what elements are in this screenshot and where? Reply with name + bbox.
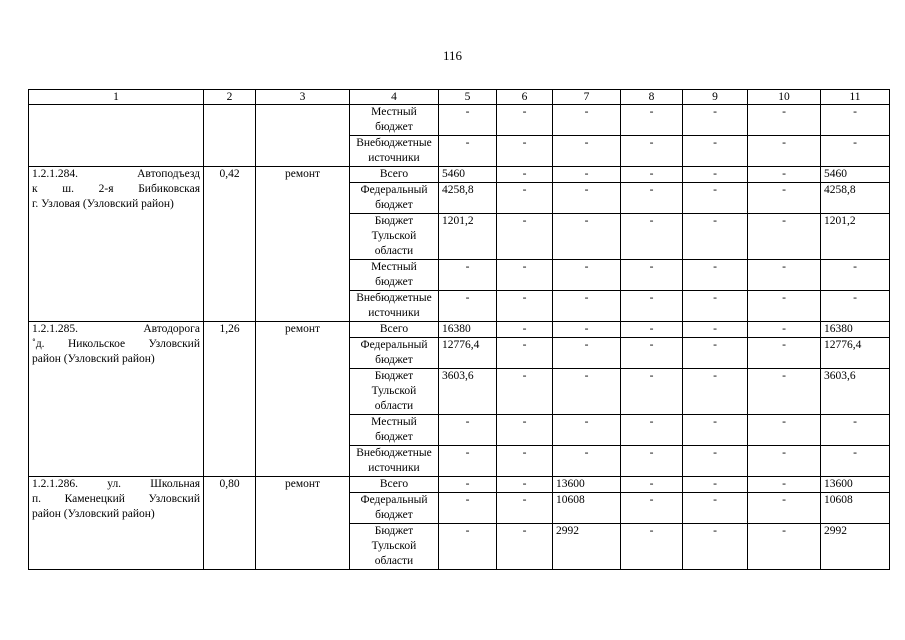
value-col-5: 1201,2 [439, 214, 497, 260]
object-name-line: г. Узловая (Узловский район) [32, 198, 174, 210]
source-regional: Бюджет Тульской области [350, 214, 439, 260]
dash: - [748, 446, 821, 477]
value-col-11: 13600 [821, 477, 890, 493]
object-name [29, 322, 204, 477]
dash: - [621, 291, 683, 322]
dash: - [821, 291, 890, 322]
dash: - [553, 369, 621, 415]
dash: - [748, 338, 821, 369]
dash: - [621, 446, 683, 477]
page-number: 116 [442, 48, 463, 63]
dash: - [439, 105, 497, 136]
dash: - [497, 291, 553, 322]
dash: - [439, 524, 497, 570]
dash: - [553, 214, 621, 260]
dash: - [553, 136, 621, 167]
object-name-line: 1.2.1.284. Автоподъезд [32, 168, 200, 180]
dash: - [497, 477, 553, 493]
object-name [29, 477, 204, 570]
dash: - [748, 183, 821, 214]
object-length: 0,80 [204, 477, 256, 570]
dash: - [553, 338, 621, 369]
length-cell-empty [204, 105, 256, 167]
dash: - [683, 214, 748, 260]
object-work-type: ремонт [256, 167, 350, 322]
dash: - [748, 291, 821, 322]
value-col-5: 4258,8 [439, 183, 497, 214]
value-col-5: 5460 [439, 167, 497, 183]
dash: - [553, 415, 621, 446]
dash: - [683, 183, 748, 214]
dash: - [553, 291, 621, 322]
source-local: Местный бюджет [350, 105, 439, 136]
dash: - [439, 493, 497, 524]
source-extra: Внебюджетные источники [350, 291, 439, 322]
dash: - [497, 105, 553, 136]
dash: - [683, 167, 748, 183]
table-row [29, 477, 890, 493]
dash: - [621, 260, 683, 291]
dash: - [621, 183, 683, 214]
dash: - [553, 446, 621, 477]
dash: - [621, 493, 683, 524]
header-col-9: 9 [683, 90, 748, 105]
header-col-5: 5 [439, 90, 497, 105]
object-name-line: ˚д. Никольское Узловский [32, 338, 200, 350]
dash: - [748, 167, 821, 183]
table-row [29, 105, 890, 136]
object-name-line: район (Узловский район) [32, 353, 155, 365]
value-col-11: 12776,4 [821, 338, 890, 369]
object-name-line: 1.2.1.286. ул. Школьная [32, 478, 200, 490]
dash: - [683, 369, 748, 415]
value-col-5: 16380 [439, 322, 497, 338]
dash: - [821, 105, 890, 136]
dash: - [621, 322, 683, 338]
dash: - [553, 183, 621, 214]
dash: - [683, 493, 748, 524]
dash: - [497, 415, 553, 446]
object-name [29, 167, 204, 322]
work-cell-empty [256, 105, 350, 167]
value-col-11: 5460 [821, 167, 890, 183]
dash: - [748, 477, 821, 493]
dash: - [497, 446, 553, 477]
source-local: Местный бюджет [350, 415, 439, 446]
dash: - [748, 260, 821, 291]
dash: - [683, 260, 748, 291]
dash: - [497, 322, 553, 338]
dash: - [621, 105, 683, 136]
dash: - [439, 291, 497, 322]
source-extra: Внебюджетные источники [350, 446, 439, 477]
object-length: 0,42 [204, 167, 256, 322]
source-regional: Бюджет Тульской области [350, 369, 439, 415]
header-col-2: 2 [204, 90, 256, 105]
dash: - [553, 167, 621, 183]
dash: - [821, 136, 890, 167]
value-col-11: 10608 [821, 493, 890, 524]
dash: - [748, 136, 821, 167]
object-length: 1,26 [204, 322, 256, 477]
source-federal: Федеральный бюджет [350, 183, 439, 214]
source-federal: Федеральный бюджет [350, 338, 439, 369]
financing-table [28, 89, 890, 570]
dash: - [497, 214, 553, 260]
dash: - [439, 477, 497, 493]
dash: - [821, 415, 890, 446]
source-extra: Внебюджетные источники [350, 136, 439, 167]
dash: - [821, 260, 890, 291]
dash: - [621, 369, 683, 415]
dash: - [748, 493, 821, 524]
dash: - [748, 369, 821, 415]
dash: - [439, 260, 497, 291]
dash: - [497, 524, 553, 570]
dash: - [748, 214, 821, 260]
header-row [29, 90, 890, 105]
dash: - [683, 105, 748, 136]
dash: - [497, 167, 553, 183]
dash: - [748, 322, 821, 338]
dash: - [497, 338, 553, 369]
dash: - [497, 136, 553, 167]
header-col-4: 4 [350, 90, 439, 105]
dash: - [683, 322, 748, 338]
source-total: Всего [350, 322, 439, 338]
object-cell-empty [29, 105, 204, 167]
source-local: Местный бюджет [350, 260, 439, 291]
dash: - [553, 105, 621, 136]
dash: - [748, 415, 821, 446]
value-col-11: 2992 [821, 524, 890, 570]
dash: - [683, 524, 748, 570]
header-col-7: 7 [553, 90, 621, 105]
header-col-3: 3 [256, 90, 350, 105]
dash: - [683, 338, 748, 369]
dash: - [621, 214, 683, 260]
source-total: Всего [350, 167, 439, 183]
source-total: Всего [350, 477, 439, 493]
dash: - [439, 136, 497, 167]
dash: - [683, 477, 748, 493]
object-name-line: п. Каменецкий Узловский [32, 493, 200, 505]
header-col-10: 10 [748, 90, 821, 105]
value-col-7: 13600 [553, 477, 621, 493]
object-name-line: район (Узловский район) [32, 508, 155, 520]
object-name-line: к ш. 2-я Бибиковская [32, 183, 200, 195]
dash: - [621, 524, 683, 570]
header-col-8: 8 [621, 90, 683, 105]
dash: - [497, 369, 553, 415]
dash: - [497, 183, 553, 214]
object-work-type: ремонт [256, 322, 350, 477]
dash: - [621, 477, 683, 493]
dash: - [683, 446, 748, 477]
table-row [29, 167, 890, 183]
dash: - [748, 105, 821, 136]
dash: - [621, 136, 683, 167]
header-col-1: 1 [29, 90, 204, 105]
dash: - [553, 322, 621, 338]
source-federal: Федеральный бюджет [350, 493, 439, 524]
dash: - [748, 524, 821, 570]
dash: - [683, 291, 748, 322]
table-row [29, 322, 890, 338]
dash: - [439, 446, 497, 477]
value-col-11: 16380 [821, 322, 890, 338]
value-col-5: 3603,6 [439, 369, 497, 415]
value-col-11: 3603,6 [821, 369, 890, 415]
value-col-11: 4258,8 [821, 183, 890, 214]
dash: - [497, 493, 553, 524]
dash: - [683, 415, 748, 446]
value-col-7: 2992 [553, 524, 621, 570]
dash: - [683, 136, 748, 167]
value-col-11: 1201,2 [821, 214, 890, 260]
source-regional: Бюджет Тульской области [350, 524, 439, 570]
dash: - [621, 167, 683, 183]
object-name-line: 1.2.1.285. Автодорога [32, 323, 200, 335]
dash: - [621, 338, 683, 369]
header-col-11: 11 [821, 90, 890, 105]
value-col-7: 10608 [553, 493, 621, 524]
object-work-type: ремонт [256, 477, 350, 570]
dash: - [821, 446, 890, 477]
dash: - [497, 260, 553, 291]
dash: - [439, 415, 497, 446]
dash: - [553, 260, 621, 291]
value-col-5: 12776,4 [439, 338, 497, 369]
header-col-6: 6 [497, 90, 553, 105]
dash: - [621, 415, 683, 446]
